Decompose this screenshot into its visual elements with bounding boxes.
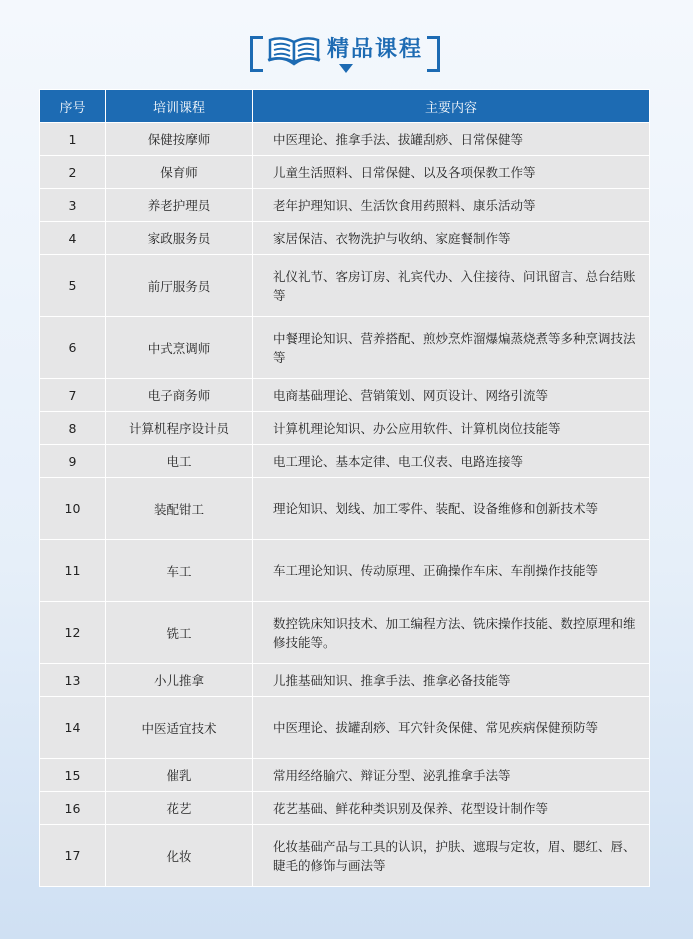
row-content: 计算机理论知识、办公应用软件、计算机岗位技能等 <box>253 412 650 445</box>
row-no: 6 <box>40 317 106 379</box>
table-row <box>40 156 650 189</box>
table-row <box>40 664 650 697</box>
row-course: 小儿推拿 <box>106 664 253 697</box>
course-table <box>39 89 649 887</box>
row-content: 理论知识、划线、加工零件、装配、设备维修和创新技术等 <box>253 478 650 540</box>
row-content: 中医理论、拔罐刮痧、耳穴针灸保健、常见疾病保健预防等 <box>253 697 650 759</box>
right-bracket <box>427 36 440 72</box>
row-course: 中式烹调师 <box>106 317 253 379</box>
header-content: 主要内容 <box>253 90 650 123</box>
row-no: 15 <box>40 759 106 792</box>
row-no: 7 <box>40 379 106 412</box>
table-row <box>40 792 650 825</box>
row-content: 礼仪礼节、客房订房、礼宾代办、入住接待、问讯留言、总台结账等 <box>253 255 650 317</box>
row-course: 家政服务员 <box>106 222 253 255</box>
table-row <box>40 412 650 445</box>
table-row <box>40 602 650 664</box>
section-header <box>0 22 693 82</box>
table-row <box>40 540 650 602</box>
row-course: 铣工 <box>106 602 253 664</box>
row-no: 11 <box>40 540 106 602</box>
header-no: 序号 <box>40 90 106 123</box>
row-course: 计算机程序设计员 <box>106 412 253 445</box>
row-content: 老年护理知识、生活饮食用药照料、康乐活动等 <box>253 189 650 222</box>
row-no: 8 <box>40 412 106 445</box>
row-course: 装配钳工 <box>106 478 253 540</box>
table-row <box>40 825 650 887</box>
row-no: 12 <box>40 602 106 664</box>
table-row <box>40 379 650 412</box>
row-no: 17 <box>40 825 106 887</box>
row-no: 2 <box>40 156 106 189</box>
row-course: 车工 <box>106 540 253 602</box>
page-title: 精品课程 <box>327 37 424 62</box>
row-content: 数控铣床知识技术、加工编程方法、铣床操作技能、数控原理和维修技能等。 <box>253 602 650 664</box>
table-header-row <box>40 90 650 123</box>
row-no: 13 <box>40 664 106 697</box>
table-row <box>40 123 650 156</box>
row-content: 常用经络腧穴、辩证分型、泌乳推拿手法等 <box>253 759 650 792</box>
row-no: 5 <box>40 255 106 317</box>
row-course: 化妆 <box>106 825 253 887</box>
row-course: 中医适宜技术 <box>106 697 253 759</box>
row-course: 花艺 <box>106 792 253 825</box>
row-content: 花艺基础、鲜花种类识别及保养、花型设计制作等 <box>253 792 650 825</box>
row-content: 电工理论、基本定律、电工仪表、电路连接等 <box>253 445 650 478</box>
row-course: 保健按摩师 <box>106 123 253 156</box>
row-content: 儿推基础知识、推拿手法、推拿必备技能等 <box>253 664 650 697</box>
header-course: 培训课程 <box>106 90 253 123</box>
row-no: 9 <box>40 445 106 478</box>
row-content: 家居保洁、衣物洗护与收纳、家庭餐制作等 <box>253 222 650 255</box>
row-content: 儿童生活照料、日常保健、以及各项保教工作等 <box>253 156 650 189</box>
row-content: 车工理论知识、传动原理、正确操作车床、车削操作技能等 <box>253 540 650 602</box>
book-icon <box>266 34 322 66</box>
row-course: 养老护理员 <box>106 189 253 222</box>
row-course: 前厅服务员 <box>106 255 253 317</box>
table-row <box>40 445 650 478</box>
table-row <box>40 317 650 379</box>
row-course: 电工 <box>106 445 253 478</box>
row-no: 10 <box>40 478 106 540</box>
row-course: 电子商务师 <box>106 379 253 412</box>
row-no: 16 <box>40 792 106 825</box>
row-content: 电商基础理论、营销策划、网页设计、网络引流等 <box>253 379 650 412</box>
row-no: 4 <box>40 222 106 255</box>
row-course: 保育师 <box>106 156 253 189</box>
down-pointer-icon <box>339 64 353 73</box>
table-row <box>40 255 650 317</box>
row-content: 化妆基础产品与工具的认识，护肤、遮瑕与定妆，眉、腮红、唇、睫毛的修饰与画法等 <box>253 825 650 887</box>
left-bracket <box>250 36 263 72</box>
table-row <box>40 697 650 759</box>
row-no: 3 <box>40 189 106 222</box>
row-course: 催乳 <box>106 759 253 792</box>
row-content: 中餐理论知识、营养搭配、煎炒烹炸溜爆煸蒸烧煮等多种烹调技法等 <box>253 317 650 379</box>
table-row <box>40 478 650 540</box>
table-row <box>40 759 650 792</box>
table-row <box>40 222 650 255</box>
row-no: 14 <box>40 697 106 759</box>
row-no: 1 <box>40 123 106 156</box>
table-row <box>40 189 650 222</box>
row-content: 中医理论、推拿手法、拔罐刮痧、日常保健等 <box>253 123 650 156</box>
